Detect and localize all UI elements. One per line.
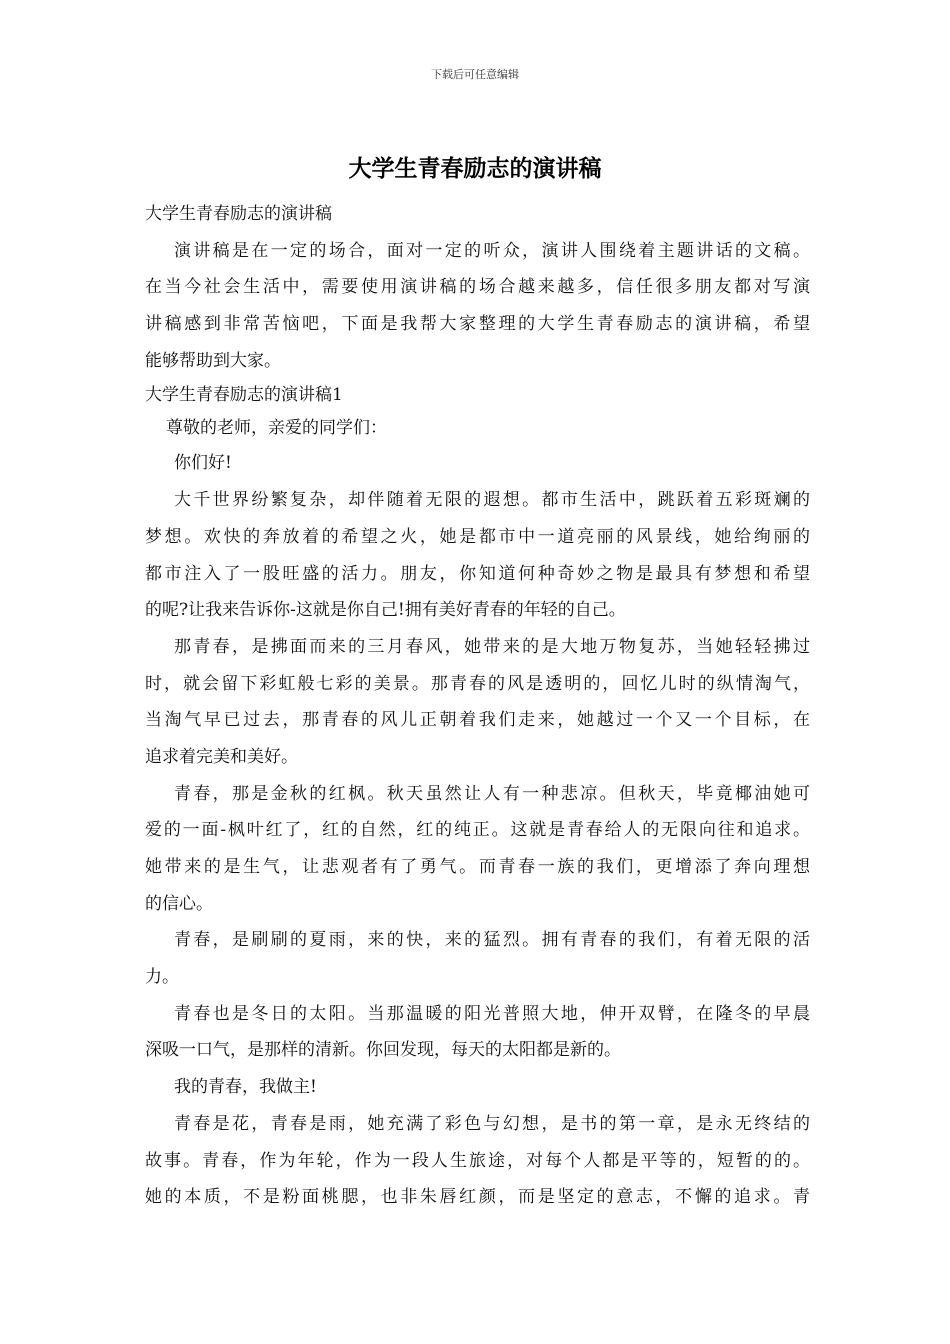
paragraph-line: 在当今社会生活中，需要使用演讲稿的场合越来越多，信任很多朋友都对写演 xyxy=(145,277,810,298)
paragraph-line: 深吸一口气，是那样的清新。你回发现，每天的太阳都是新的。 xyxy=(145,1040,621,1061)
paragraph-line: 能够帮助到大家。 xyxy=(145,350,281,371)
paragraph-line: 青春也是冬日的太阳。当那温暖的阳光普照大地，伸开双臂，在隆冬的早晨 xyxy=(174,1003,810,1024)
paragraph-line: 故事。青春，作为年轮，作为一段人生旅途，对每个人都是平等的，短暂的的。 xyxy=(145,1150,810,1171)
paragraph-line: 爱的一面-枫叶红了，红的自然，红的纯正。这就是青春给人的无限向往和追求。 xyxy=(145,820,810,841)
greeting-line: 你们好! xyxy=(174,453,232,474)
paragraph-line: 大千世界纷繁复杂，却伴随着无限的遐想。都市生活中，跳跃着五彩斑斓的 xyxy=(174,490,810,511)
paragraph-line: 她带来的是生气，让悲观者有了勇气。而青春一族的我们，更增添了奔向理想 xyxy=(145,857,810,877)
paragraph-line: 青春是花，青春是雨，她充满了彩色与幻想，是书的第一章，是永无终结的 xyxy=(174,1113,810,1134)
paragraph-line: 青春，那是金秋的红枫。秋天虽然让人有一种悲凉。但秋天，毕竟椰油她可 xyxy=(174,783,810,804)
document-body xyxy=(145,196,810,1216)
paragraph-line: 当淘气早已过去，那青春的风儿正朝着我们走来，她越过一个又一个目标，在 xyxy=(145,710,810,731)
paragraph-line: 梦想。欢快的奔放着的希望之火，她是都市中一道亮丽的风景线，她给绚丽的 xyxy=(145,526,810,547)
subtitle-line: 大学生青春励志的演讲稿 xyxy=(145,204,332,224)
salutation-line: 尊敬的老师，亲爱的同学们： xyxy=(166,418,387,439)
paragraph-line: 那青春，是拂面而来的三月春风，她带来的是大地万物复苏，当她轻轻拂过 xyxy=(174,636,810,657)
header-note: 下载后可任意编辑 xyxy=(431,68,519,81)
section-heading: 大学生青春励志的演讲稿1 xyxy=(145,385,343,406)
paragraph-line: 力。 xyxy=(145,967,179,988)
paragraph-line: 的呢?让我来告诉你-这就是你自己!拥有美好青春的年轻的自己。 xyxy=(145,600,626,621)
paragraph-line: 追求着完美和美好。 xyxy=(145,746,298,767)
paragraph-line: 都市注入了一股旺盛的活力。朋友，你知道何种奇妙之物是最具有梦想和希望 xyxy=(145,563,810,584)
paragraph-line: 时，就会留下彩虹般七彩的美景。那青春的风是透明的，回忆儿时的纵情淘气， xyxy=(145,673,810,694)
paragraph-line: 讲稿感到非常苦恼吧，下面是我帮大家整理的大学生青春励志的演讲稿，希望 xyxy=(145,314,810,335)
paragraph-line: 演讲稿是在一定的场合，面对一定的听众，演讲人围绕着主题讲话的文稿。 xyxy=(174,240,810,261)
paragraph-line: 我的青春，我做主! xyxy=(174,1077,317,1098)
paragraph-line: 她的本质，不是粉面桃腮，也非朱唇红颜，而是坚定的意志，不懈的追求。青 xyxy=(145,1187,810,1208)
paragraph-line: 青春，是刷刷的夏雨，来的快，来的猛烈。拥有青春的我们，有着无限的活 xyxy=(174,930,810,951)
document-title: 大学生青春励志的演讲稿 xyxy=(348,156,602,182)
paragraph-line: 的信心。 xyxy=(145,893,213,914)
